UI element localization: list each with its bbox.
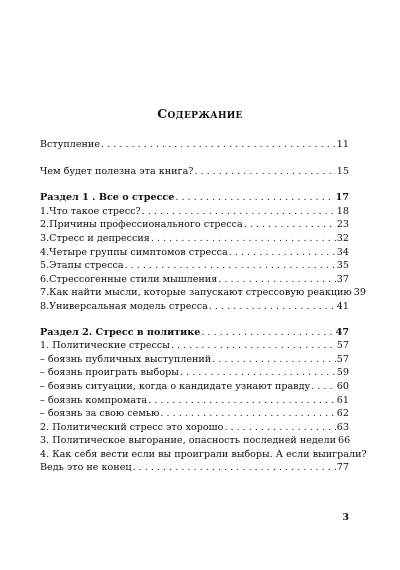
dot-leader <box>201 326 334 340</box>
toc-entry-title: 6.Стрессогенные стили мышления <box>40 273 218 285</box>
toc-entry-title: 3.Стресс и депрессия <box>40 232 150 244</box>
toc-section-heading[interactable] <box>40 191 349 205</box>
toc-entry-page: 41 <box>336 300 349 312</box>
dot-leader <box>175 191 334 205</box>
toc-entry-page: 63 <box>336 421 349 433</box>
page-title: Содержание <box>157 106 243 121</box>
toc-entry-title: – боязнь публичных выступлений <box>40 353 212 365</box>
toc-entry-page: 60 <box>336 380 349 392</box>
toc-entry-page: 18 <box>336 205 349 217</box>
dot-leader <box>133 461 336 475</box>
toc-entry-title: 8.Универсальная модель стресса <box>40 300 208 312</box>
toc-entry-title: Вступление <box>40 139 101 150</box>
dot-leader <box>209 300 336 314</box>
toc-entry-title: 1.Что такое стресс? <box>40 205 141 217</box>
toc-entry[interactable] <box>40 205 349 219</box>
toc-spacer <box>40 178 349 191</box>
dot-leader <box>194 165 335 179</box>
toc-entry-title: Раздел 2. Стресс в политике <box>40 326 201 338</box>
toc-entry-page: 11 <box>336 139 349 150</box>
toc-entry-page: 59 <box>336 367 349 379</box>
toc-entry-title: 4. Как себя вести если вы проиграли выборы. А если выиграли? <box>40 448 367 460</box>
toc-entry[interactable] <box>40 421 349 435</box>
dot-leader <box>212 353 336 367</box>
toc-entry-page: 34 <box>336 246 349 258</box>
toc-entry[interactable] <box>40 286 366 300</box>
toc-entry-title: Раздел 1 . Все о стрессе <box>40 192 175 204</box>
toc-entry-page: 23 <box>336 219 349 231</box>
page-number: 3 <box>342 512 349 523</box>
toc-entry-title: – боязнь проиграть выборы <box>40 367 179 379</box>
toc-entry-page: 47 <box>335 326 349 338</box>
dot-leader <box>125 259 336 273</box>
toc-entry-title: 7.Как найти мысли, которые запускают стрессовую реакцию <box>40 287 352 299</box>
toc-entry-title: 2. Политический стресс это хорошо <box>40 421 224 433</box>
toc-spacer <box>40 314 349 326</box>
toc-entry-title: 2.Причины профессионального стресса <box>40 219 243 231</box>
toc-entry[interactable] <box>40 300 349 314</box>
toc-entry-title: 4.Четыре группы симптомов стресса <box>40 246 228 258</box>
toc-entry[interactable] <box>40 165 349 179</box>
toc-entry[interactable] <box>40 138 349 152</box>
dot-leader <box>224 421 335 435</box>
dot-leader <box>101 138 336 152</box>
toc-entry-title: Ведь это не конец <box>40 462 132 474</box>
toc-entry[interactable] <box>40 434 349 448</box>
dot-leader <box>180 366 336 380</box>
toc-entry[interactable] <box>40 232 349 246</box>
toc-entry-page: 17 <box>335 192 349 204</box>
toc-entry[interactable] <box>40 366 349 380</box>
toc-entry-page: 66 <box>337 435 351 447</box>
toc-entry-title: – боязнь компромата <box>40 394 148 406</box>
toc-entry-title: – боязнь ситуации, когда о кандидате узнают правду <box>40 380 311 392</box>
toc-entry-page: 62 <box>336 408 349 420</box>
toc-entry[interactable] <box>40 407 349 421</box>
toc-entry-page: 39 <box>353 287 366 299</box>
dot-leader <box>218 273 336 287</box>
dot-leader <box>148 394 336 408</box>
toc-entry[interactable] <box>40 273 349 287</box>
toc-entry[interactable] <box>40 380 349 394</box>
dot-leader <box>151 232 336 246</box>
dot-leader <box>142 205 336 219</box>
toc-entry[interactable] <box>40 246 349 260</box>
dot-leader <box>160 407 335 421</box>
toc-entry-page: 77 <box>336 462 349 474</box>
table-of-contents <box>40 138 367 475</box>
toc-entry-page: 61 <box>336 394 349 406</box>
toc-entry[interactable] <box>40 339 349 353</box>
toc-entry-title: 1. Политические стрессы <box>40 340 170 352</box>
toc-entry[interactable] <box>40 353 349 367</box>
toc-entry[interactable] <box>40 394 349 408</box>
toc-entry-title: 3. Политическое выгорание, опасность последней недели <box>40 435 336 447</box>
dot-leader <box>229 246 336 260</box>
dot-leader <box>311 380 336 394</box>
toc-section-heading[interactable] <box>40 326 349 340</box>
toc-entry-page: 35 <box>336 260 349 272</box>
toc-entry-page: 57 <box>336 340 349 352</box>
dot-leader <box>171 339 336 353</box>
toc-entry-page: 57 <box>336 353 349 365</box>
toc-entry-title: Чем будет полезна эта книга? <box>40 165 194 177</box>
toc-entry[interactable] <box>40 461 349 475</box>
toc-entry[interactable] <box>40 218 349 232</box>
toc-entry-page: 37 <box>336 273 349 285</box>
toc-entry[interactable] <box>40 448 367 462</box>
toc-entry-page: 32 <box>336 232 349 244</box>
toc-entry-page: 15 <box>336 165 349 177</box>
toc-entry-title: – боязнь за свою семью <box>40 408 160 420</box>
dot-leader <box>244 218 336 232</box>
toc-entry[interactable] <box>40 259 349 273</box>
toc-spacer <box>40 152 349 165</box>
toc-entry-title: 5.Этапы стресса <box>40 260 124 272</box>
